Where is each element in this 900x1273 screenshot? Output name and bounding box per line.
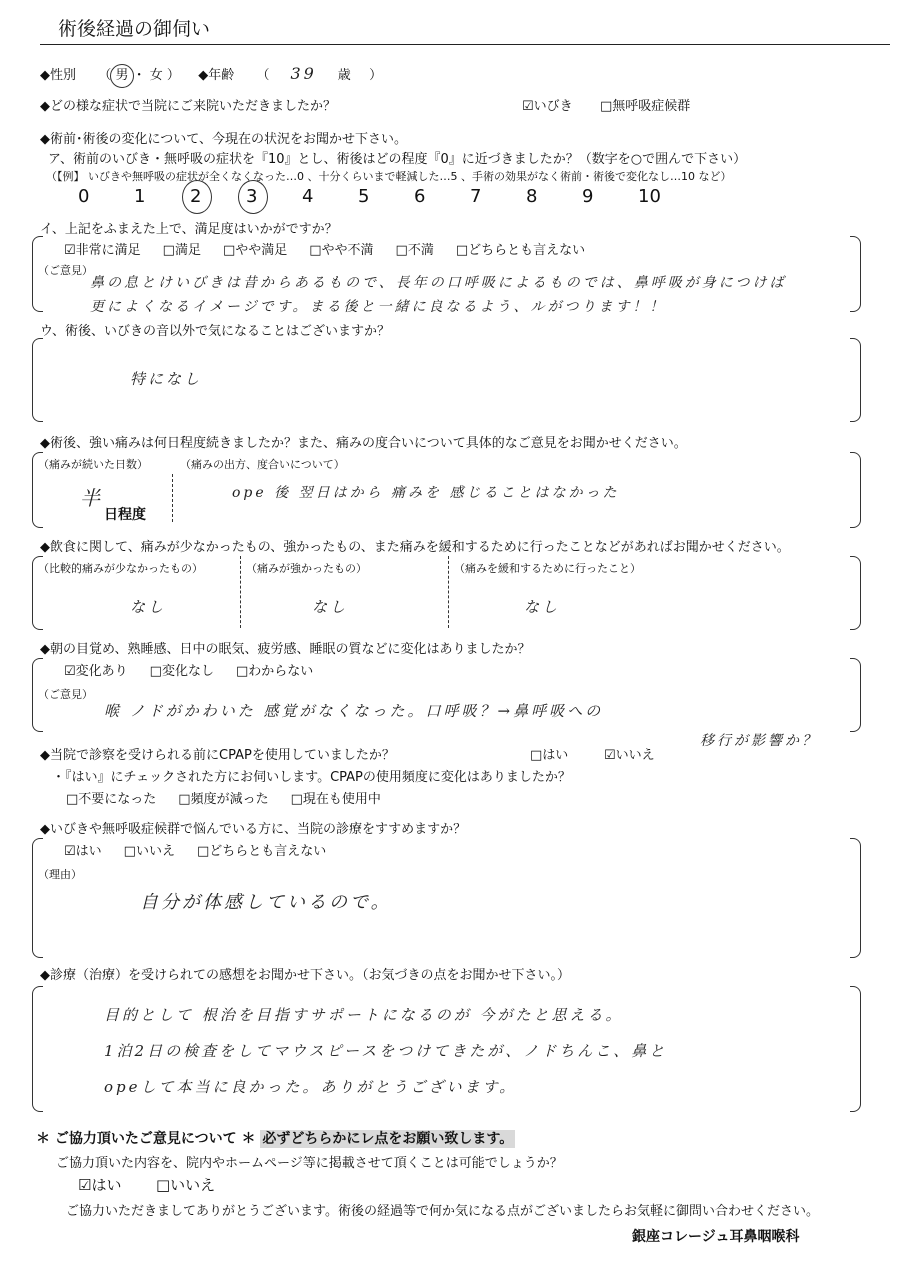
scale-7[interactable]: 7	[470, 186, 482, 207]
recommend-neutral[interactable]: □どちらとも言えない	[196, 844, 327, 859]
q6-col3-value[interactable]: なし	[524, 598, 561, 616]
q5-detail-label: （痛みの出方、度合いについて）	[180, 458, 345, 471]
consent-question: ご協力頂いた内容を、院内やホームページ等に掲載させて頂くことは可能でしょうか？	[56, 1156, 563, 1171]
q6-col3-label: （痛みを緩和するために行ったこと）	[454, 562, 641, 575]
satisfaction-satisfied[interactable]: □満足	[162, 243, 201, 258]
q3-comment-line1[interactable]: 鼻の息とけいびきは昔からあるもので、長年の口呼吸によるものでは、鼻呼吸が身につけば	[90, 275, 787, 291]
scale-1[interactable]: 1	[134, 186, 146, 207]
q1-snoring-checkbox[interactable]: ☑いびき	[522, 99, 573, 114]
q5-days-label: （痛みが続いた日数）	[38, 458, 148, 471]
q4-bracket-right	[850, 338, 861, 422]
consent-thanks: ご協力いただきましてありがとうございます。術後の経過等で何か気になる点がございましたらお気軽に御問い合わせください。	[66, 1204, 819, 1219]
title-divider	[40, 44, 890, 45]
consent-yes-checkbox[interactable]: ☑はい	[78, 1176, 122, 1194]
satisfaction-somewhat-dissatisfied[interactable]: □やや不満	[309, 243, 374, 258]
consent-no-checkbox[interactable]: □いいえ	[156, 1176, 216, 1194]
age-open: （	[256, 68, 270, 83]
q2-text: ◆術前･術後の変化について、今現在の状況をお聞かせ下さい。	[40, 132, 407, 147]
satisfaction-dissatisfied[interactable]: □不満	[395, 243, 434, 258]
q10-text: ◆診療（治療）を受けられての感想をお聞かせ下さい。（お気づきの点をお聞かせ下さい。）	[40, 968, 570, 983]
consent-heading	[36, 1128, 515, 1148]
satisfaction-neutral[interactable]: □どちらとも言えない	[455, 243, 586, 258]
q9-reason-value[interactable]: 自分が体感しているので。	[140, 892, 392, 913]
q2-scale	[78, 186, 694, 207]
scale-3-label: 3	[246, 186, 258, 207]
q7-bracket-right	[850, 658, 861, 732]
recommend-no[interactable]: □いいえ	[123, 844, 175, 859]
q6-divider-1	[240, 556, 241, 628]
q5-days-unit: 日程度	[104, 507, 146, 523]
q3-comment-line2[interactable]: 更によくなるイメージです。まる後と一緒に良なるよう、ルがつります！！	[90, 299, 667, 315]
q10-line2[interactable]: 1泊2日の検査をしてマウスピースをつけてきたが、ノドちんこ、鼻と	[104, 1042, 668, 1060]
consent-heading-a: ＊ ご協力頂いたご意見について ＊	[36, 1131, 256, 1147]
gender-label: ◆性別	[40, 68, 76, 83]
q2-example: （【例】 いびきや無呼吸の症状が全くなくなった…0 、十分くらいまで軽減した…5 、手術の効果がなく術前・術後で変化なし…10 など）	[46, 170, 732, 183]
scale-6[interactable]: 6	[414, 186, 426, 207]
scale-selected-circle	[182, 180, 212, 214]
gender-male[interactable]	[115, 68, 128, 83]
clinic-name: 銀座コレージュ耳鼻咽喉科	[632, 1229, 800, 1245]
q10-bracket-right	[850, 986, 861, 1112]
q8-no-checkbox[interactable]: ☑いいえ	[604, 748, 655, 763]
q9-bracket-left	[32, 838, 43, 958]
q4-text: ウ、術後、いびきの音以外で気になることはございますか？	[40, 324, 390, 339]
scale-8[interactable]: 8	[526, 186, 538, 207]
q3-comment-label: （ご意見）	[38, 264, 93, 277]
q4-bracket-left	[32, 338, 43, 422]
q6-text: ◆飲食に関して、痛みが少なかったもの、強かったもの、また痛みを緩和するために行ったことなどがあればお聞かせください。	[40, 540, 790, 555]
recommend-yes[interactable]: ☑はい	[64, 844, 102, 859]
page-title: 術後経過の御伺い	[58, 18, 211, 40]
q6-col2-label: （痛みが強かったもの）	[246, 562, 367, 575]
q4-answer[interactable]: 特になし	[130, 370, 203, 388]
scale-0[interactable]: 0	[78, 186, 90, 207]
q3-options	[64, 239, 585, 258]
q5-text: ◆術後、強い痛みは何日程度続きましたか？また、痛みの度合いについて具体的なご意見をお聞かせください。	[40, 436, 687, 451]
q7-unknown[interactable]: □わからない	[235, 664, 314, 679]
scale-selected-circle	[238, 180, 268, 214]
scale-4[interactable]: 4	[302, 186, 314, 207]
q6-bracket-right	[850, 556, 861, 630]
scale-9[interactable]: 9	[582, 186, 594, 207]
scale-5[interactable]: 5	[358, 186, 370, 207]
age-close: ）	[369, 68, 383, 83]
consent-heading-b: 必ずどちらかにレ点をお願い致します。	[262, 1131, 514, 1147]
q10-bracket-left	[32, 986, 43, 1112]
q6-col1-label: （比較的痛みが少なかったもの）	[38, 562, 203, 575]
q5-days-value[interactable]: 半	[80, 486, 103, 510]
gender-close: ）	[166, 68, 180, 83]
q9-reason-label: （理由）	[38, 868, 82, 881]
q8-sub-options	[66, 788, 381, 807]
gender-selected-circle	[110, 64, 134, 88]
gender-row	[40, 64, 382, 83]
q6-divider-2	[448, 556, 449, 628]
q8-sub-text: ・『はい』にチェックされた方にお伺いします。CPAPの使用頻度に変化はありましたか？	[52, 770, 571, 785]
q6-col2-value[interactable]: なし	[312, 598, 349, 616]
q7-comment-line1[interactable]: 喉 ノドがかわいた 感覚がなくなった。口呼吸？→鼻呼吸への	[104, 702, 604, 720]
age-unit: 歳	[337, 68, 351, 83]
q5-bracket-right	[850, 452, 861, 528]
gender-open: （	[98, 68, 112, 83]
q1-apnea-checkbox[interactable]: □無呼吸症候群	[600, 99, 691, 114]
gender-dot: ・	[132, 68, 146, 83]
q10-line3[interactable]: opeして本当に良かった。ありがとうございます。	[104, 1078, 518, 1096]
satisfaction-very-satisfied[interactable]: ☑非常に満足	[64, 243, 141, 258]
age-value[interactable]: 39	[290, 64, 317, 83]
cpap-reduced[interactable]: □頻度が減った	[178, 792, 269, 807]
q9-options	[64, 840, 326, 859]
q10-line1[interactable]: 目的として 根治を目指すサポートになるのが 今がたと思える。	[104, 1006, 624, 1024]
scale-3[interactable]	[246, 186, 302, 207]
q8-text: ◆当院で診察を受けられる前にCPAPを使用していましたか？	[40, 748, 395, 763]
scale-2-label: 2	[190, 186, 202, 207]
q8-yes-checkbox[interactable]: □はい	[530, 748, 569, 763]
q6-col1-value[interactable]: なし	[130, 598, 167, 616]
gender-female[interactable]: 女	[149, 68, 163, 83]
gender-male-label: 男	[115, 68, 129, 83]
q9-bracket-right	[850, 838, 861, 958]
satisfaction-somewhat-satisfied[interactable]: □やや満足	[222, 243, 288, 258]
q5-divider	[172, 474, 173, 522]
q7-comment-line2[interactable]: 移行が影響か？	[700, 733, 819, 749]
scale-10[interactable]: 10	[638, 186, 661, 207]
q2-a-text: ア、術前のいびき・無呼吸の症状を『10』とし、術後はどの程度『0』に近づきましたか？（数字を○で囲んで下さい）	[48, 152, 747, 167]
cpap-not-needed[interactable]: □不要になった	[66, 792, 157, 807]
q5-detail-value[interactable]: ope 後 翌日はから 痛みを 感じることはなかった	[232, 485, 620, 501]
cpap-still-using[interactable]: □現在も使用中	[290, 792, 381, 807]
q7-changed[interactable]: ☑変化あり	[64, 664, 128, 679]
q9-text: ◆いびきや無呼吸症候群で悩んでいる方に、当院の診療をすすめますか？	[40, 822, 467, 837]
q7-comment-label: （ご意見）	[38, 688, 93, 701]
q3-bracket-right	[850, 236, 861, 312]
q3-text: イ、上記をふまえた上で、満足度はいかがですか？	[40, 222, 338, 237]
q7-unchanged[interactable]: □変化なし	[149, 664, 214, 679]
q1-text: ◆どの様な症状で当院にご来院いただきましたか？	[40, 99, 336, 114]
q7-text: ◆朝の目覚め、熟睡感、日中の眠気、疲労感、睡眠の質などに変化はありましたか？	[40, 642, 531, 657]
q7-options	[64, 660, 313, 679]
age-label: ◆年齢	[198, 68, 235, 83]
